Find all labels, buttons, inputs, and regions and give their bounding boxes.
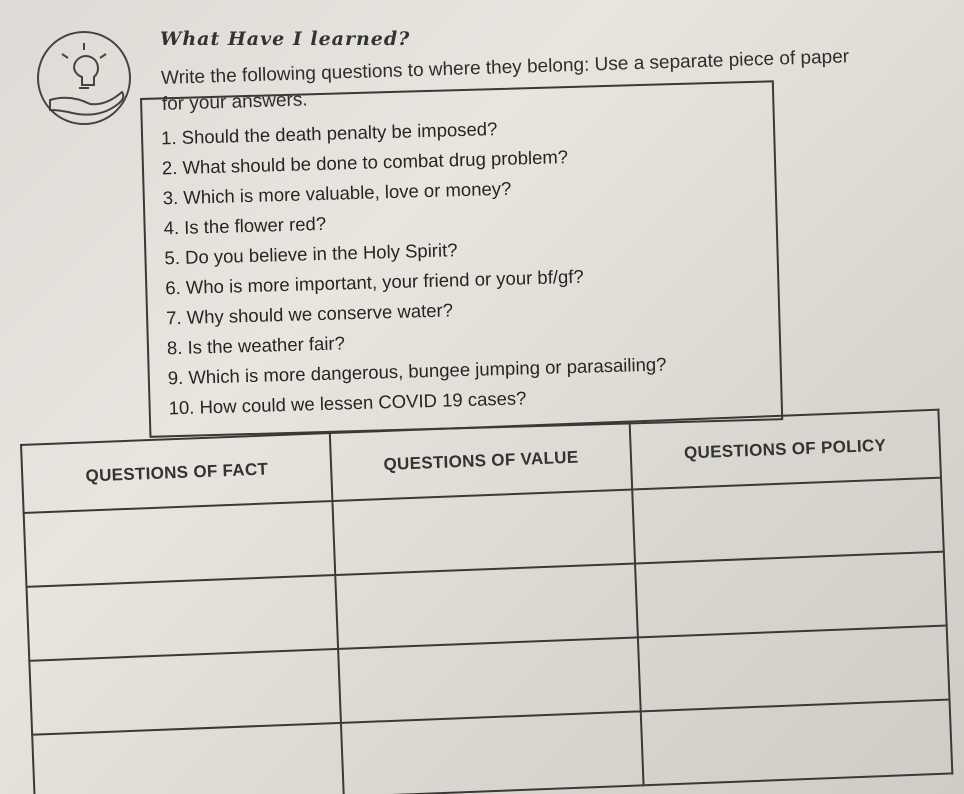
table-cell[interactable] (635, 552, 947, 638)
question-item: 3. Which is more valuable, love or money? (162, 177, 512, 209)
table-cell[interactable] (333, 490, 635, 575)
table-cell[interactable] (638, 626, 950, 712)
table-cell[interactable] (336, 563, 638, 648)
table-cell[interactable] (26, 575, 338, 661)
table-cell[interactable] (32, 723, 344, 794)
lightbulb-in-hand-icon (28, 28, 140, 128)
header-questions-of-policy: QUESTIONS OF POLICY (629, 410, 941, 490)
table-cell[interactable] (632, 478, 944, 564)
answer-table (20, 407, 964, 794)
question-box (140, 80, 783, 438)
table-cell[interactable] (338, 637, 640, 722)
table-cell[interactable] (341, 711, 643, 794)
question-item: 1. Should the death penalty be imposed? (160, 118, 498, 149)
table-cell[interactable] (29, 649, 341, 735)
page-title: What Have I learned? (160, 28, 411, 50)
question-item: 10. How could we lessen COVID 19 cases? (168, 387, 527, 419)
question-item: 6. Who is more important, your friend or your bf/gf? (165, 265, 584, 299)
header-questions-of-value: QUESTIONS OF VALUE (330, 422, 632, 501)
question-item: 7. Why should we conserve water? (165, 299, 454, 329)
question-item: 5. Do you believe in the Holy Spirit? (164, 239, 458, 269)
instructions-body: Write the following questions to where they belong: Use a separate piece of paper for your answers. (160, 46, 850, 115)
table-cell[interactable] (640, 700, 952, 786)
question-list (142, 82, 781, 423)
table-cell[interactable] (24, 501, 336, 587)
header-questions-of-fact: QUESTIONS OF FACT (21, 433, 333, 513)
question-item: 2. What should be done to combat drug problem? (161, 146, 569, 179)
question-item: 9. Which is more dangerous, bungee jumping or parasailing? (167, 353, 667, 389)
question-item: 8. Is the weather fair? (166, 332, 346, 359)
question-item: 4. Is the flower red? (163, 212, 327, 239)
